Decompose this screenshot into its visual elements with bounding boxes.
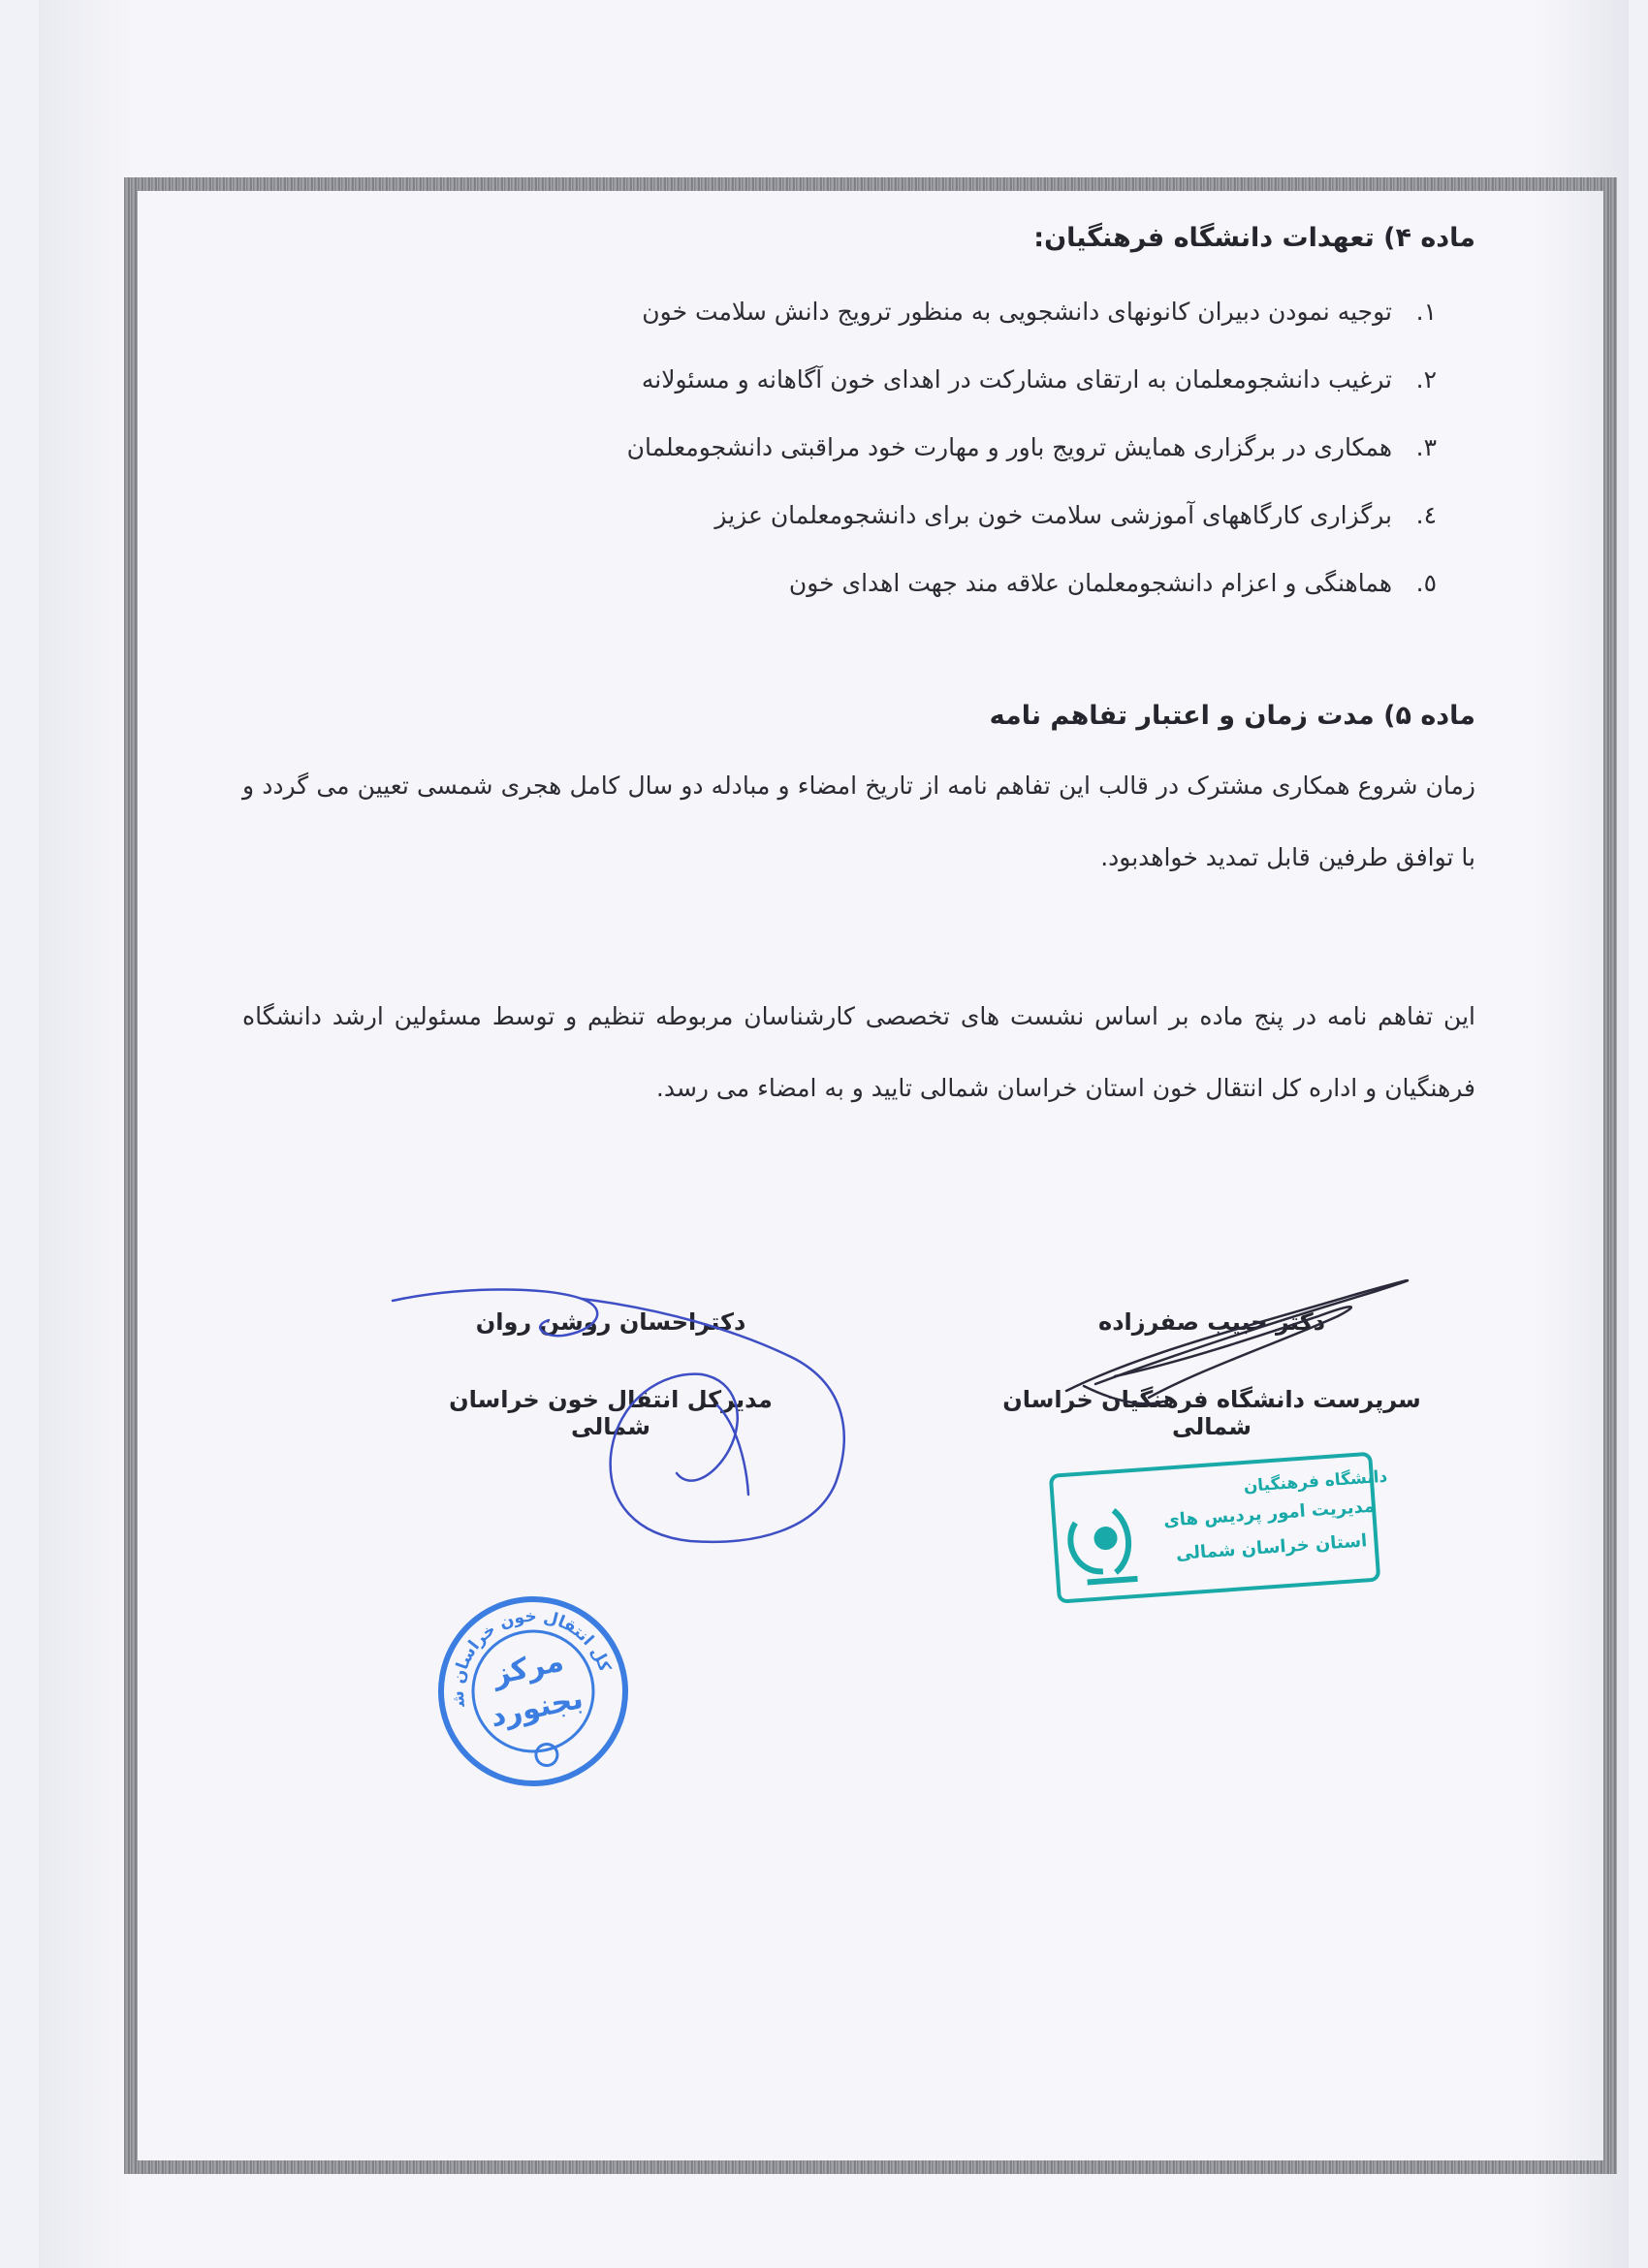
list-item: ٤.برگزاری کارگاههای آموزشی سلامت خون برای دانشجومعلمان عزیز: [714, 501, 1437, 529]
signatory-title: مدیرکل انتقال خون خراسان شمالی: [449, 1386, 773, 1440]
list-item: ۱.توجیه نمودن دبیران کانونهای دانشجویی به منظور ترویج دانش سلامت خون: [642, 298, 1437, 326]
handwritten-signature-university: [1066, 1280, 1408, 1403]
list-item: ۳.همکاری در برگزاری همایش ترویج باور و مهارت خود مراقبتی دانشجومعلمان: [626, 433, 1437, 461]
stamp-ring-text: کل انتقال خون خراسان شمالی: [448, 1606, 615, 1708]
signatory-name: دکتراحسان روشن روان: [475, 1308, 746, 1336]
stamp-text-line: دانشگاه فرهنگیان: [1243, 1466, 1388, 1496]
university-stamp: [1051, 1453, 1395, 1602]
blood-center-stamp: [0, 4, 643, 1894]
closing-paragraph: این تفاهم نامه در پنج ماده بر اساس نشست های تخصصی کارشناسان مربوطه تنظیم و توسط مسئولین ارشد دانشگاه فرهنگیان و اداره کل انتقال خون استان خراسان شمالی تایید و به امضاء می رسد.: [242, 1002, 1475, 1102]
signatory-name: دکتر حبیب صفرزاده: [1098, 1308, 1325, 1336]
section-5-paragraph: زمان شروع همکاری مشترک در قالب این تفاهم نامه از تاریخ امضاء و مبادله دو سال کامل هجری شمسی تعیین می گردد و با توافق طرفین قابل تمدید خواهدبود.: [242, 772, 1475, 871]
stamp-center-line: بجنورد: [487, 1681, 586, 1735]
list-item: ٥.هماهنگی و اعزام دانشجومعلمان علاقه مند جهت اهدای خون: [788, 569, 1437, 597]
section-5-heading: ماده ۵) مدت زمان و اعتبار تفاهم نامه: [989, 701, 1475, 731]
handwritten-signature-blood-center: [393, 1289, 844, 1541]
list-item: ۲.ترغیب دانشجومعلمان به ارتقای مشارکت در اهدای خون آگاهانه و مسئولانه: [641, 365, 1437, 394]
signatory-title: سرپرست دانشگاه فرهنگیان خراسان شمالی: [1002, 1386, 1421, 1440]
stamp-text-line: استان خراسان شمالی: [1175, 1530, 1368, 1565]
section-4-heading: ماده ۴) تعهدات دانشگاه فرهنگیان:: [1033, 223, 1475, 253]
stamp-text-line: مدیریت امور پردیس های: [1162, 1496, 1376, 1531]
university-logo-icon: [1068, 1509, 1137, 1583]
stamp-center-line: مرکز: [490, 1644, 567, 1692]
